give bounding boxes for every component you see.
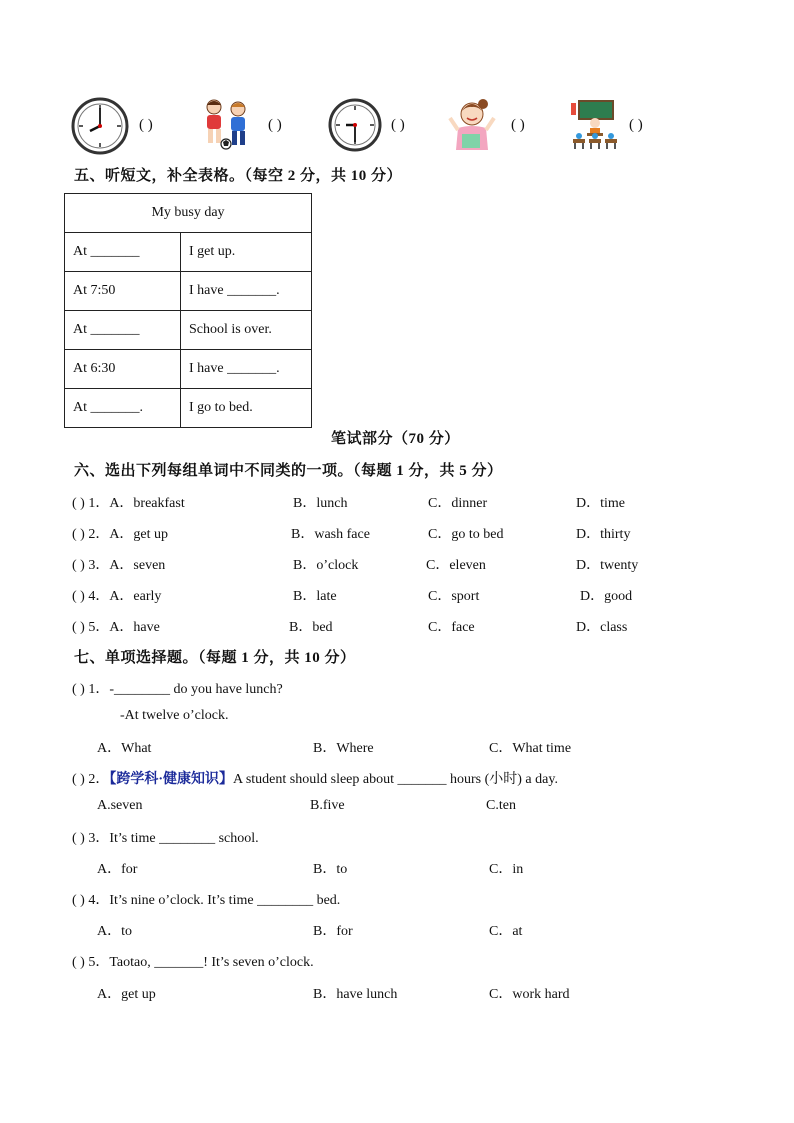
- answer-blank[interactable]: ( ): [139, 117, 153, 133]
- question-stem[interactable]: [72, 768, 558, 788]
- option-c: C.ten: [486, 798, 516, 813]
- option-c: C．go to bed: [428, 527, 504, 542]
- option-d: D．time: [576, 496, 625, 511]
- question-number[interactable]: ( ) 3．A．seven: [72, 558, 166, 573]
- question-stem[interactable]: ( ) 1．-________ do you have lunch?: [72, 682, 283, 697]
- question-dialogue: -At twelve o’clock.: [120, 708, 229, 723]
- option-a: A.seven: [97, 798, 143, 813]
- written-part-title: 笔试部分（70 分）: [331, 431, 460, 447]
- table-cell: At 6:30: [65, 350, 181, 389]
- question-number[interactable]: ( ) 5．A．have: [72, 620, 160, 635]
- table-cell[interactable]: I have _______.: [181, 350, 312, 389]
- clock-icon: [71, 97, 129, 155]
- option-b: B．lunch: [293, 496, 348, 511]
- answer-blank[interactable]: ( ): [268, 117, 282, 133]
- answer-blank[interactable]: ( ): [511, 117, 525, 133]
- section5-heading: 五、听短文，补全表格。（每空 2 分，共 10 分）: [74, 168, 403, 184]
- table-row: [65, 350, 312, 389]
- table-row: [65, 233, 312, 272]
- option-d: D．thirty: [576, 527, 631, 542]
- subject-tag: 【跨学科·健康知识】: [109, 772, 233, 787]
- option-c: C．face: [428, 620, 475, 635]
- option-b: B．o’clock: [293, 558, 359, 573]
- option-b: B．have lunch: [313, 987, 398, 1002]
- option-c: C．eleven: [426, 558, 486, 573]
- question-number[interactable]: ( ) 1．A．breakfast: [72, 496, 185, 511]
- option-a: A．for: [97, 862, 138, 877]
- table-cell[interactable]: At _______: [65, 311, 181, 350]
- children-playing-football-icon: [196, 97, 258, 153]
- option-c: C．dinner: [428, 496, 488, 511]
- question-stem[interactable]: ( ) 5．Taotao, _______! It’s seven o’clock.: [72, 955, 314, 970]
- table-cell[interactable]: I have _______.: [181, 272, 312, 311]
- section6-heading: 六、选出下列每组单词中不同类的一项。（每题 1 分，共 5 分）: [74, 463, 503, 479]
- table-cell: I get up.: [181, 233, 312, 272]
- table-cell: At 7:50: [65, 272, 181, 311]
- question-number: ( ) 2．: [72, 772, 110, 787]
- option-d: D．good: [580, 589, 633, 604]
- table-title: My busy day: [65, 194, 312, 233]
- answer-blank[interactable]: ( ): [629, 117, 643, 133]
- girl-waking-up-icon: [448, 98, 496, 154]
- option-c: C．at: [489, 924, 523, 939]
- option-c: C．What time: [489, 741, 572, 756]
- clock-icon: [328, 97, 382, 153]
- classroom-icon: [569, 99, 619, 151]
- section7-heading: 七、单项选择题。（每题 1 分，共 10 分）: [74, 650, 356, 666]
- question-text: A student should sleep about _______ hours (小时) a day.: [233, 772, 558, 787]
- option-b: B．Where: [313, 741, 374, 756]
- table-row: [65, 311, 312, 350]
- option-b: B．wash face: [291, 527, 370, 542]
- option-b: B．for: [313, 924, 353, 939]
- option-c: C．sport: [428, 589, 480, 604]
- question-stem[interactable]: ( ) 4．It’s nine o’clock. It’s time ________ bed.: [72, 893, 341, 908]
- option-c: C．work hard: [489, 987, 570, 1002]
- table-row: [65, 272, 312, 311]
- option-b: B．bed: [289, 620, 333, 635]
- table-cell: School is over.: [181, 311, 312, 350]
- question-stem[interactable]: ( ) 3．It’s time ________ school.: [72, 831, 259, 846]
- table-cell: I go to bed.: [181, 389, 312, 428]
- option-c: C．in: [489, 862, 524, 877]
- option-b: B．to: [313, 862, 348, 877]
- table-cell[interactable]: At _______.: [65, 389, 181, 428]
- option-b: B.five: [310, 798, 345, 813]
- option-b: B．late: [293, 589, 337, 604]
- busy-day-table: [64, 193, 312, 428]
- option-a: A．to: [97, 924, 132, 939]
- option-a: A．get up: [97, 987, 156, 1002]
- option-a: A．What: [97, 741, 152, 756]
- answer-blank[interactable]: ( ): [391, 117, 405, 133]
- table-cell[interactable]: At _______: [65, 233, 181, 272]
- option-d: D．twenty: [576, 558, 639, 573]
- option-d: D．class: [576, 620, 628, 635]
- question-number[interactable]: ( ) 2．A．get up: [72, 527, 169, 542]
- table-row: [65, 389, 312, 428]
- question-number[interactable]: ( ) 4．A．early: [72, 589, 162, 604]
